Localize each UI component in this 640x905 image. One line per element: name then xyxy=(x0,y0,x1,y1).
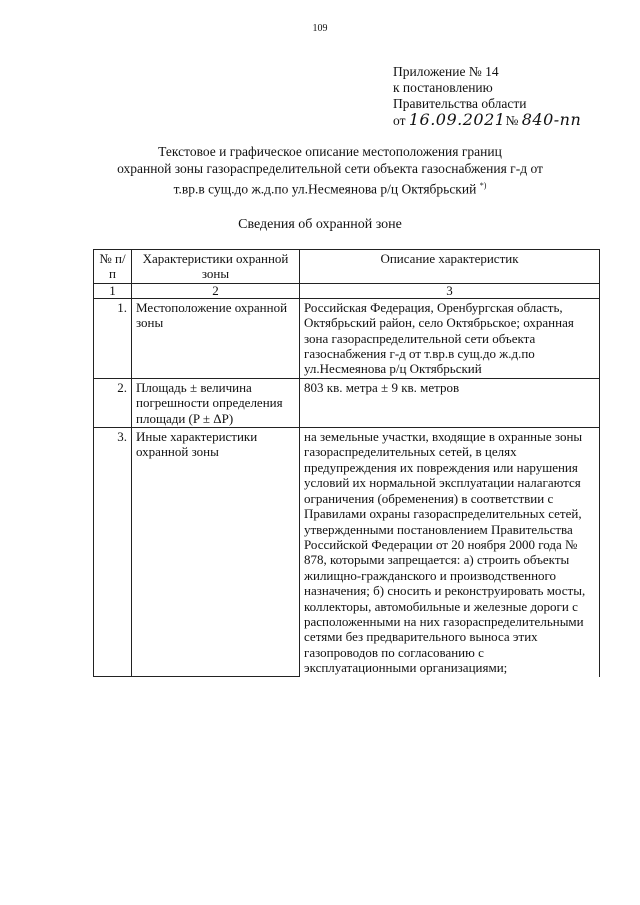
table-row xyxy=(94,298,600,378)
index-cell: 3 xyxy=(300,283,600,298)
row-characteristic: Площадь ± величина погрешности определения площади (P ± ΔP) xyxy=(132,378,300,427)
header-characteristic: Характеристики охранной зоны xyxy=(132,250,300,284)
title-line-1: Текстовое и графическое описание местоположения границ xyxy=(158,144,502,159)
section-title: Сведения об охранной зоне xyxy=(238,217,402,232)
header-num: № п/п xyxy=(94,250,132,284)
header-description: Описание характеристик xyxy=(300,250,600,284)
row-number: 1. xyxy=(94,298,132,378)
title-line-2: охранной зоны газораспределительной сети объекта газоснабжения г-д от xyxy=(117,161,543,176)
table-row xyxy=(94,378,600,427)
title-line-3 xyxy=(60,177,600,198)
zone-table xyxy=(93,249,600,677)
table-row xyxy=(94,428,600,677)
appendix-line-4 xyxy=(393,112,581,129)
appendix-line-3: Правительства области xyxy=(393,96,527,111)
table-index-row xyxy=(94,283,600,298)
row-number: 2. xyxy=(94,378,132,427)
row-characteristic: Местоположение охранной зоны xyxy=(132,298,300,378)
appendix-date: 16.09.2021 xyxy=(408,110,506,129)
row-description: на земельные участки, входящие в охранные зоны газораспределительных сетей, в целях предупреждения их повреждения или нарушения условий их нормальной эксплуатации налагаются ограничения (обременения) в соответствии с Правилами охраны газораспределительных сетей, утвержденными постановлением Правительства Российской Федерации от 20 ноября 2000 года № 878, которыми запрещается: а) строить объекты жилищно-гражданского и производственного назначения; б) сносить и реконструировать мосты, коллекторы, автомобильные и железные дороги с расположенными на них газораспределительными сетями без предварительного выноса этих газопроводов по согласованию с эксплуатационными организациями; xyxy=(300,428,600,677)
index-cell: 1 xyxy=(94,283,132,298)
title-line-3-text: т.вр.в сущ.до ж.д.по ул.Несмеянова р/ц Октябрьский xyxy=(173,181,477,197)
index-cell: 2 xyxy=(132,283,300,298)
row-description: Российская Федерация, Оренбургская область, Октябрьский район, село Октябрьское; охранная зона газораспределительной сети объекта газоснабжения г-д от т.вр.в сущ.до ж.д.по ул.Несмеянова р/ц Октябрьский xyxy=(300,298,600,378)
appendix-ot: от xyxy=(393,113,406,128)
appendix-num-sign: № xyxy=(505,113,519,128)
appendix-number: 840-пп xyxy=(521,110,582,129)
appendix-line-1: Приложение № 14 xyxy=(393,64,499,79)
footnote-mark: *) xyxy=(479,181,487,190)
document-title xyxy=(60,143,600,198)
row-characteristic: Иные характеристики охранной зоны xyxy=(132,428,300,677)
row-number: 3. xyxy=(94,428,132,677)
page-number: 109 xyxy=(312,23,328,34)
appendix-block xyxy=(393,64,581,129)
table-header-row xyxy=(94,250,600,284)
appendix-line-2: к постановлению xyxy=(393,80,493,95)
row-description: 803 кв. метра ± 9 кв. метров xyxy=(300,378,600,427)
